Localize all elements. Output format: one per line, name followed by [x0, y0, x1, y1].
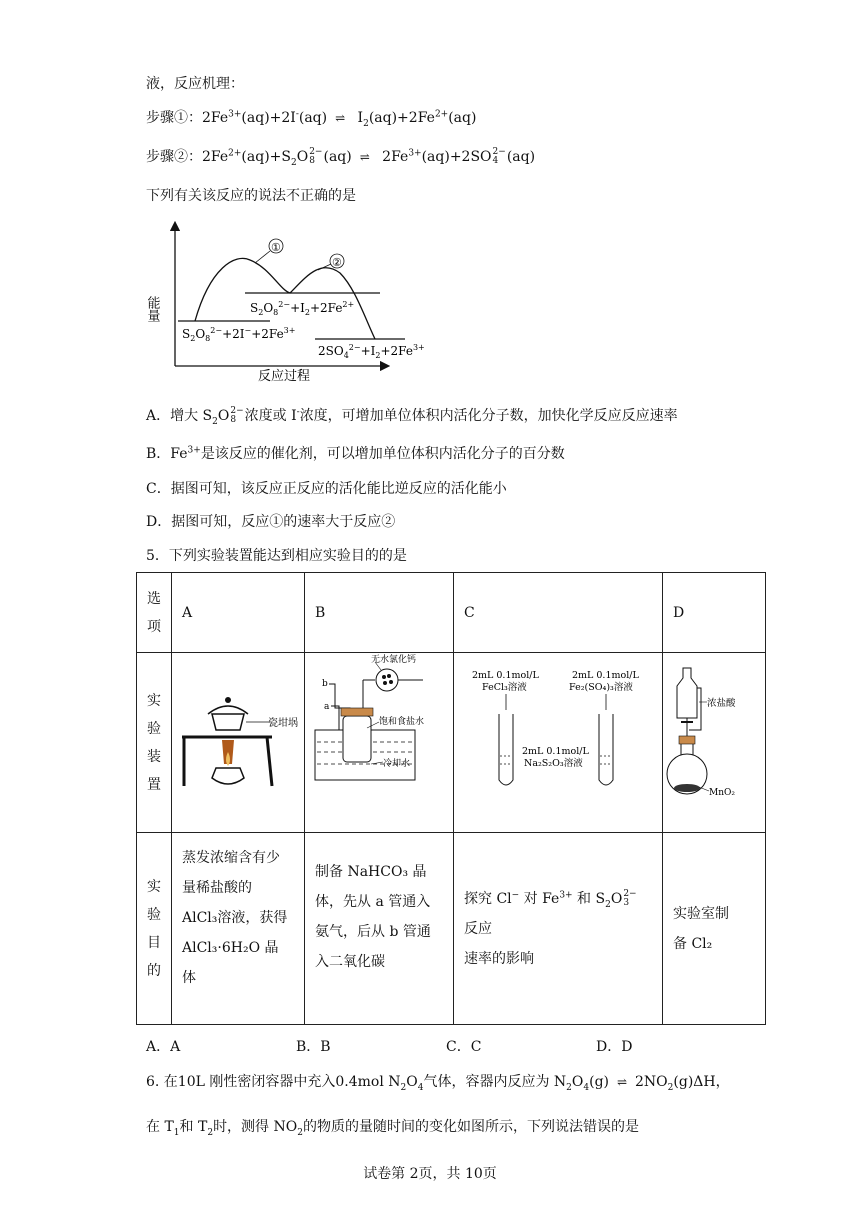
purpose-b: 制备 NaHCO₃ 晶 体，先从 a 管通入 氨气，后从 b 管通 入二氧化碳 — [305, 833, 454, 1025]
energy-diagram — [140, 218, 430, 388]
crucible-label: 瓷坩埚 — [268, 717, 298, 729]
test-tube-left-icon — [499, 714, 513, 785]
col-header-d: D — [663, 573, 766, 653]
c-right-conc: 2mL 0.1mol/L — [572, 669, 639, 681]
reactants-label: $S_2O_8^{2-}+2I^-+2Fe^{3+}$ — [182, 326, 296, 343]
device-label-cell: 实 验 装 置 — [137, 653, 172, 833]
q5-table — [136, 572, 766, 1025]
y-axis-label: 能量 — [144, 296, 160, 322]
col-header-b: B — [305, 573, 454, 653]
q5-answer-a: A．A — [146, 1039, 181, 1055]
alcohol-lamp-icon — [212, 768, 244, 784]
mno2-label: MnO₂ — [709, 787, 735, 798]
apparatus-a — [172, 656, 298, 826]
tube-b-label: b — [322, 678, 328, 689]
page-footer: 试卷第 2页，共 10页 — [363, 1166, 497, 1182]
apparatus-a-cell — [172, 653, 305, 833]
q5-answer-d: D．D — [596, 1039, 633, 1055]
equilibrium-arrow-icon: ⇌ — [335, 111, 346, 125]
purpose-row — [137, 833, 766, 1025]
intro-text: 液，反应机理： — [146, 76, 244, 92]
device-row — [137, 653, 766, 833]
purpose-a: 蒸发浓缩含有少 量稀盐酸的 AlCl₃溶液，获得 AlCl₃·6H₂O 晶 体 — [172, 833, 305, 1025]
apparatus-c-cell — [454, 653, 663, 833]
cacl2-label: 无水氯化钙 — [371, 654, 417, 665]
equilibrium-arrow-icon: ⇌ — [359, 150, 370, 164]
tube-a-label: a — [324, 701, 330, 712]
option-d: D．据图可知，反应①的速率大于反应② — [146, 514, 396, 530]
crucible-icon — [212, 714, 244, 730]
flask-icon — [343, 716, 371, 762]
apparatus-d — [663, 656, 755, 826]
q4-prompt: 下列有关该反应的说法不正确的是 — [146, 188, 356, 204]
apparatus-b-cell — [305, 653, 454, 833]
c-mid-conc: 2mL 0.1mol/L — [522, 745, 589, 757]
q5-prompt: 5．下列实验装置能达到相应实验目的的是 — [146, 548, 407, 564]
c-mid-solution: Na₂S₂O₃溶液 — [524, 757, 583, 769]
peak1-label: ① — [271, 241, 281, 254]
x-axis-label: 反应过程 — [258, 369, 311, 384]
purpose-c: 探究 Cl− 对 $Fe^{3+}$ 和 $S_2O2-$ 3 反应 速率的影响 — [454, 833, 663, 1025]
q6-line2: 在 $T_1$和 $T_2$时，测得 $NO_2$的物质的量随时间的变化如图所示，下列说法错误的是 — [146, 1119, 639, 1138]
q5-answer-b: B．B — [296, 1039, 331, 1055]
purpose-d: 实验室制 备 Cl₂ — [663, 833, 766, 1025]
separatory-funnel-icon — [677, 668, 697, 718]
hcl-label: 浓盐酸 — [707, 697, 736, 709]
peak2-label: ② — [332, 256, 342, 269]
step1-equation: 步骤①：$2Fe^{3+}(aq)+2I^-(aq)$ ⇌ $I_2(aq)+2Fe^{2+}(aq)$ — [146, 109, 477, 129]
equilibrium-arrow-icon: ⇌ — [616, 1075, 628, 1089]
table-header-row — [137, 573, 766, 653]
step2-label: 步骤②： — [146, 149, 202, 165]
option-b: B．$Fe^{3+}$是该反应的催化剂，可以增加单位体积内活化分子的百分数 — [146, 445, 565, 462]
apparatus-c — [454, 656, 652, 826]
col-header-c: C — [454, 573, 663, 653]
c-left-solution: FeCl₃溶液 — [482, 681, 527, 693]
c-left-conc: 2mL 0.1mol/L — [472, 669, 539, 681]
q5-answer-c: C．C — [446, 1039, 482, 1055]
option-c: C．据图可知，该反应正反应的活化能比逆反应的活化能小 — [146, 481, 507, 497]
purpose-label-cell: 实 验 目 的 — [137, 833, 172, 1025]
q6-line1: 6. 在10L 刚性密闭容器中充入0.4mol $N_2O_4$气体，容器内反应为 $N_2O_4(g)$ ⇌ $2NO_2(g)\Delta H$， — [146, 1074, 730, 1093]
c-right-solution: Fe₂(SO₄)₃溶液 — [569, 681, 633, 693]
test-tube-right-icon — [599, 714, 613, 785]
intermediate-label: $S_2O_8^{2-}+I_2+2Fe^{2+}$ — [250, 300, 355, 317]
col-header-a: A — [172, 573, 305, 653]
drying-tube-icon — [376, 669, 398, 691]
saltwater-label: 饱和食盐水 — [379, 716, 425, 727]
step2-equation: 步骤②：$2Fe^{2+}(aq)+S_2O2-$ 8 (aq) ⇌ $2Fe^{3+}(aq)+2SO2-$ 4 (aq) — [146, 147, 536, 168]
coldwater-label: 冷却水 — [383, 758, 411, 769]
step1-label: 步骤①： — [146, 110, 202, 126]
option-a: A．增大 $S_2O2-$ 8 浓度或 I-浓度，可增加单位体积内活化分子数，加快化学反应反应速率 — [146, 406, 678, 427]
products-label: $2SO_4^{2-}+I_2+2Fe^{3+}$ — [318, 343, 425, 360]
apparatus-d-cell — [663, 653, 766, 833]
header-label-cell: 选 项 — [137, 573, 172, 653]
apparatus-b — [305, 656, 443, 826]
